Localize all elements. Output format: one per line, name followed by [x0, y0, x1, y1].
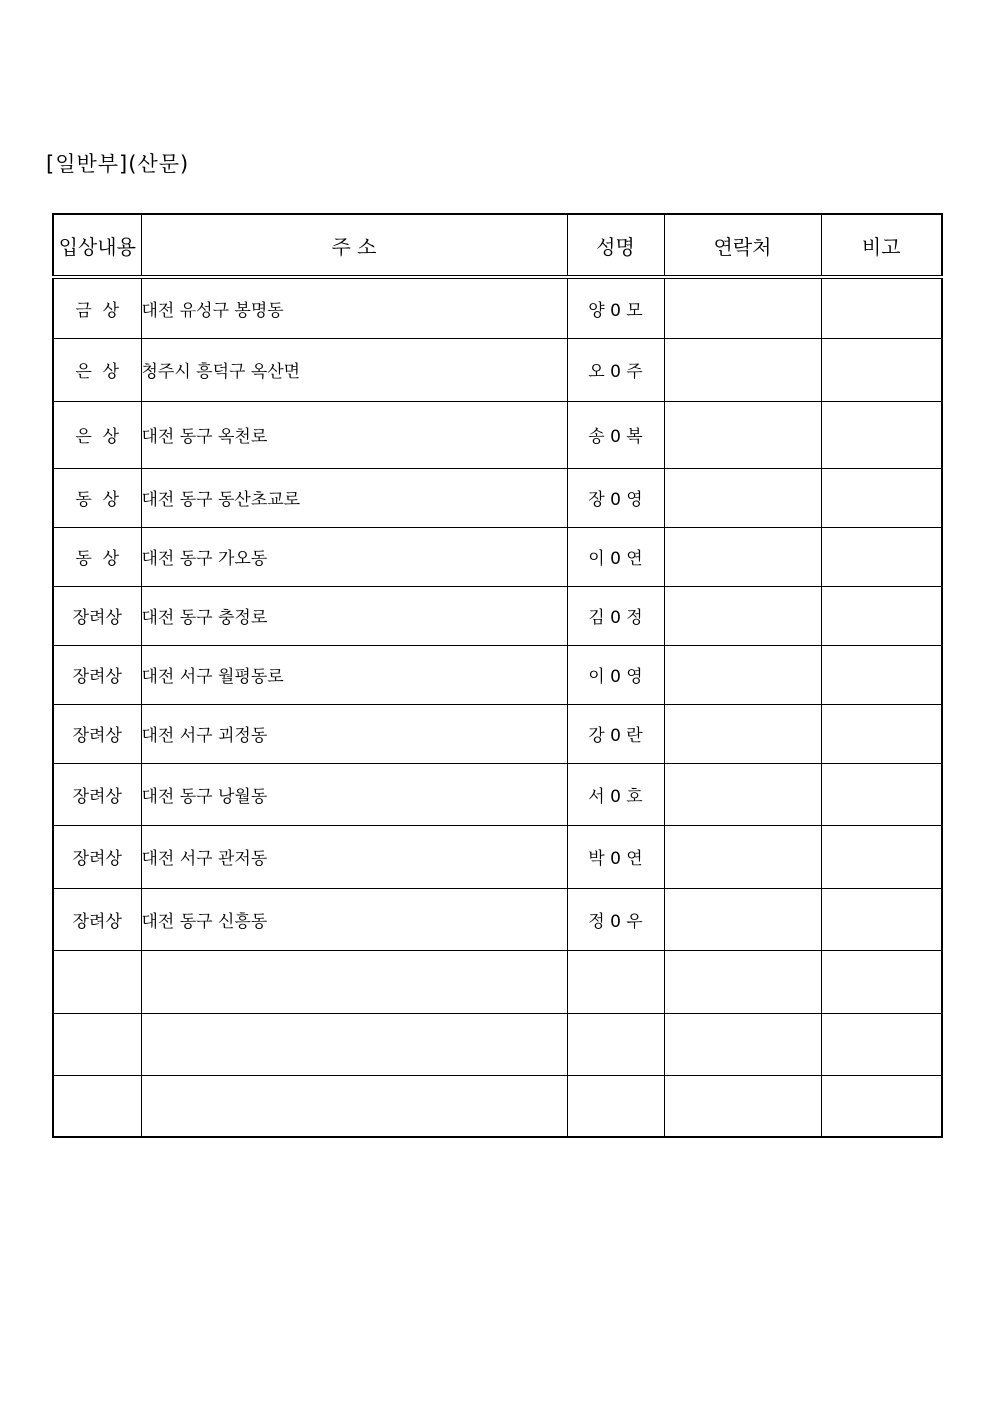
cell-address — [141, 1075, 567, 1137]
table-row — [53, 763, 942, 825]
header-address: 주 소 — [141, 214, 567, 277]
cell-address — [141, 950, 567, 1013]
cell-name: 박 0 연 — [567, 825, 664, 888]
table-row — [53, 645, 942, 704]
header-row — [53, 214, 942, 277]
cell-contact — [664, 401, 821, 468]
cell-contact — [664, 645, 821, 704]
header-contact: 연락처 — [664, 214, 821, 277]
cell-award: 장려상 — [53, 645, 141, 704]
cell-name: 송 0 복 — [567, 401, 664, 468]
cell-name: 이 0 연 — [567, 527, 664, 586]
cell-contact — [664, 825, 821, 888]
cell-name: 양 0 모 — [567, 277, 664, 338]
cell-note — [821, 888, 942, 950]
cell-contact — [664, 888, 821, 950]
cell-note — [821, 527, 942, 586]
cell-address: 대전 동구 충정로 — [141, 586, 567, 645]
table-row — [53, 277, 942, 338]
header-note: 비고 — [821, 214, 942, 277]
cell-address — [141, 1013, 567, 1075]
cell-award — [53, 950, 141, 1013]
cell-name — [567, 1075, 664, 1137]
cell-address: 대전 동구 신흥동 — [141, 888, 567, 950]
cell-name: 정 0 우 — [567, 888, 664, 950]
cell-note — [821, 401, 942, 468]
document-title: [일반부](산문) — [46, 152, 190, 176]
table-row — [53, 704, 942, 763]
cell-award: 장려상 — [53, 586, 141, 645]
cell-contact — [664, 527, 821, 586]
cell-note — [821, 825, 942, 888]
cell-name: 강 0 란 — [567, 704, 664, 763]
cell-award — [53, 1075, 141, 1137]
cell-address: 청주시 흥덕구 옥산면 — [141, 338, 567, 401]
cell-address: 대전 서구 관저동 — [141, 825, 567, 888]
cell-contact — [664, 950, 821, 1013]
cell-name — [567, 950, 664, 1013]
cell-name: 서 0 호 — [567, 763, 664, 825]
cell-contact — [664, 1013, 821, 1075]
cell-address: 대전 동구 낭월동 — [141, 763, 567, 825]
cell-address: 대전 동구 동산초교로 — [141, 468, 567, 527]
cell-note — [821, 950, 942, 1013]
cell-contact — [664, 468, 821, 527]
header-award: 입상내용 — [53, 214, 141, 277]
cell-award: 동 상 — [53, 468, 141, 527]
table-row — [53, 468, 942, 527]
cell-name: 오 0 주 — [567, 338, 664, 401]
cell-note — [821, 763, 942, 825]
cell-address: 대전 동구 옥천로 — [141, 401, 567, 468]
cell-award: 은 상 — [53, 338, 141, 401]
cell-note — [821, 277, 942, 338]
cell-note — [821, 586, 942, 645]
table-row — [53, 888, 942, 950]
cell-name: 이 0 영 — [567, 645, 664, 704]
cell-address: 대전 서구 월평동로 — [141, 645, 567, 704]
cell-award: 장려상 — [53, 704, 141, 763]
award-table — [52, 213, 943, 1138]
cell-contact — [664, 277, 821, 338]
cell-address: 대전 동구 가오동 — [141, 527, 567, 586]
cell-award: 동 상 — [53, 527, 141, 586]
cell-note — [821, 1013, 942, 1075]
table-row — [53, 825, 942, 888]
cell-note — [821, 704, 942, 763]
cell-award: 은 상 — [53, 401, 141, 468]
cell-name: 김 0 정 — [567, 586, 664, 645]
cell-address: 대전 유성구 봉명동 — [141, 277, 567, 338]
table-row — [53, 527, 942, 586]
table-row — [53, 1075, 942, 1137]
cell-award: 장려상 — [53, 763, 141, 825]
table-row — [53, 401, 942, 468]
cell-contact — [664, 338, 821, 401]
cell-award — [53, 1013, 141, 1075]
table-row — [53, 1013, 942, 1075]
cell-note — [821, 1075, 942, 1137]
cell-award: 금 상 — [53, 277, 141, 338]
cell-award: 장려상 — [53, 888, 141, 950]
cell-contact — [664, 704, 821, 763]
table-row — [53, 338, 942, 401]
cell-name — [567, 1013, 664, 1075]
cell-name: 장 0 영 — [567, 468, 664, 527]
cell-contact — [664, 763, 821, 825]
cell-note — [821, 468, 942, 527]
cell-contact — [664, 1075, 821, 1137]
header-name: 성명 — [567, 214, 664, 277]
cell-note — [821, 338, 942, 401]
cell-address: 대전 서구 괴정동 — [141, 704, 567, 763]
table-body — [53, 277, 942, 1137]
cell-note — [821, 645, 942, 704]
table-row — [53, 950, 942, 1013]
cell-contact — [664, 586, 821, 645]
table-row — [53, 586, 942, 645]
cell-award: 장려상 — [53, 825, 141, 888]
